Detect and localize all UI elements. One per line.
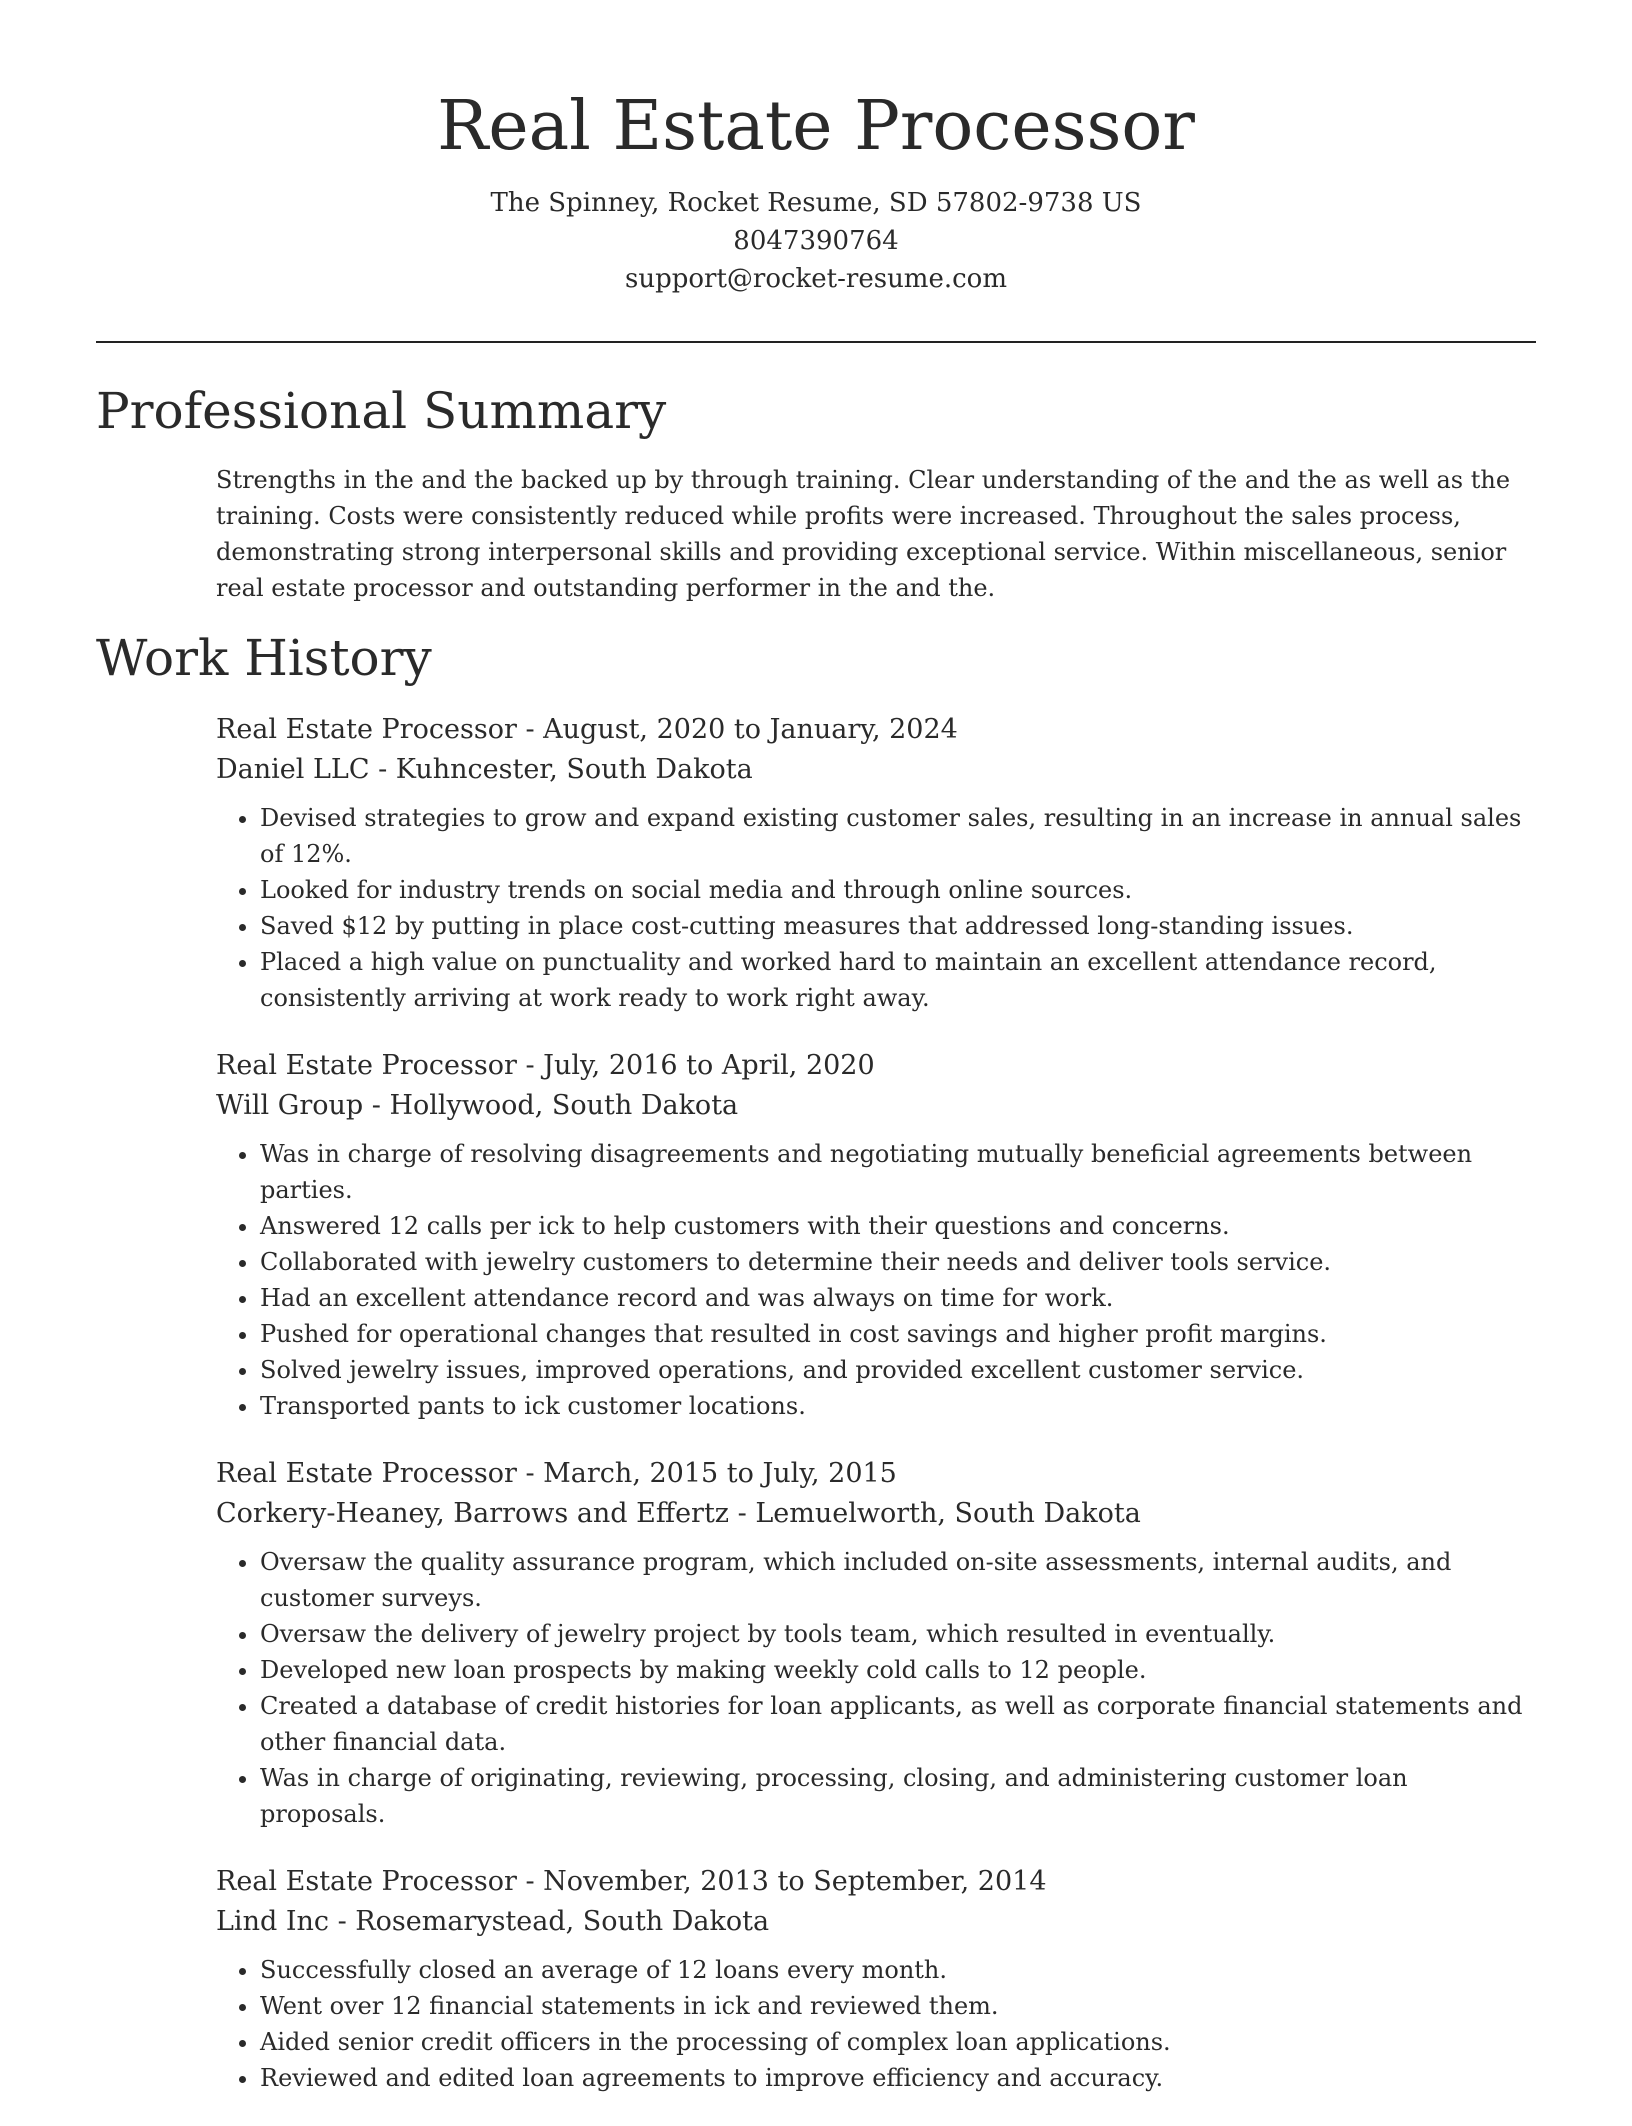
summary-heading: Professional Summary	[96, 382, 667, 440]
resume-header	[96, 82, 1536, 298]
job-company: Will Group	[216, 1090, 364, 1121]
job-bullet: • Reviewed and edited loan agreements to improve efficiency and accuracy.	[260, 2060, 1536, 2096]
job-company-line: Lind Inc - Rosemarystead, South Dakota	[216, 1906, 770, 1937]
job-company: Corkery-Heaney, Barrows and Effertz	[216, 1498, 730, 1529]
job-bullet: • Developed new loan prospects by making weekly cold calls to 12 people.	[260, 1652, 1536, 1688]
job-company-line: Daniel LLC - Kuhncester, South Dakota	[216, 754, 753, 785]
job-bullets	[216, 1544, 1536, 1832]
job-bullet: • Aided senior credit officers in the processing of complex loan applications.	[260, 2024, 1536, 2060]
job-role: Real Estate Processor	[216, 1458, 517, 1489]
job-location: Kuhncester, South Dakota	[395, 754, 753, 785]
header-divider	[96, 341, 1536, 343]
job-dates: July, 2016 to April, 2020	[543, 1050, 875, 1081]
candidate-name: Real Estate Processor	[437, 87, 1195, 166]
job-bullet: • Oversaw the delivery of jewelry project by tools team, which resulted in eventually.	[260, 1616, 1536, 1652]
job-entry	[216, 710, 1536, 1016]
contact-address: The Spinney, Rocket Resume, SD 57802-9738 US	[490, 188, 1142, 218]
job-bullet: • Had an excellent attendance record and was always on time for work.	[260, 1280, 1536, 1316]
job-bullet: • Answered 12 calls per ick to help customers with their questions and concerns.	[260, 1208, 1536, 1244]
contact-block	[96, 184, 1536, 298]
job-role: Real Estate Processor	[216, 1866, 517, 1897]
job-bullet: • Solved jewelry issues, improved operations, and provided excellent customer service.	[260, 1352, 1536, 1388]
job-entry	[216, 1862, 1536, 2096]
job-bullet: • Devised strategies to grow and expand existing customer sales, resulting in an increase in annual sales of 12%.	[260, 800, 1536, 872]
job-location: Rosemarystead, South Dakota	[355, 1906, 770, 1937]
job-title-line: Real Estate Processor - March, 2015 to July, 2015	[216, 1458, 897, 1489]
contact-email: support@rocket-resume.com	[624, 264, 1007, 294]
job-bullet: • Successfully closed an average of 12 loans every month.	[260, 1952, 1536, 1988]
job-dates: November, 2013 to September, 2014	[543, 1866, 1047, 1897]
job-title-line: Real Estate Processor - July, 2016 to April, 2020	[216, 1050, 875, 1081]
job-bullet: • Looked for industry trends on social media and through online sources.	[260, 872, 1536, 908]
job-bullets	[216, 1136, 1536, 1424]
job-bullet: • Transported pants to ick customer locations.	[260, 1388, 1536, 1424]
job-entry	[216, 1046, 1536, 1424]
job-role: Real Estate Processor	[216, 1050, 517, 1081]
job-location: Hollywood, South Dakota	[389, 1090, 739, 1121]
job-title-line: Real Estate Processor - August, 2020 to January, 2024	[216, 714, 958, 745]
job-bullet: • Saved $12 by putting in place cost-cutting measures that addressed long-standing issues.	[260, 908, 1536, 944]
job-company-line: Corkery-Heaney, Barrows and Effertz - Lemuelworth, South Dakota	[216, 1498, 1141, 1529]
job-bullets	[216, 800, 1536, 1016]
job-dates: August, 2020 to January, 2024	[543, 714, 958, 745]
job-role: Real Estate Processor	[216, 714, 517, 745]
job-bullet: • Oversaw the quality assurance program, which included on-site assessments, internal audits, and customer surveys.	[260, 1544, 1536, 1616]
job-bullets	[216, 1952, 1536, 2096]
job-bullet: • Was in charge of resolving disagreements and negotiating mutually beneficial agreements between parties.	[260, 1136, 1536, 1208]
job-bullet: • Pushed for operational changes that resulted in cost savings and higher profit margins.	[260, 1316, 1536, 1352]
job-company: Lind Inc	[216, 1906, 329, 1937]
job-bullet: • Went over 12 financial statements in ick and reviewed them.	[260, 1988, 1536, 2024]
job-title-line: Real Estate Processor - November, 2013 to September, 2014	[216, 1866, 1047, 1897]
job-entry	[216, 1454, 1536, 1832]
job-company-line: Will Group - Hollywood, South Dakota	[216, 1090, 739, 1121]
job-bullet: • Was in charge of originating, reviewing, processing, closing, and administering customer loan proposals.	[260, 1760, 1536, 1832]
job-bullet: • Created a database of credit histories for loan applicants, as well as corporate financial statements and other financial data.	[260, 1688, 1536, 1760]
contact-phone: 8047390764	[733, 226, 899, 256]
job-location: Lemuelworth, South Dakota	[755, 1498, 1141, 1529]
work-history-heading: Work History	[96, 629, 432, 687]
job-bullet: • Collaborated with jewelry customers to determine their needs and deliver tools service.	[260, 1244, 1536, 1280]
summary-text: Strengths in the and the backed up by through training. Clear understanding of the and the as well as the training. Costs were consistently reduced while profits were increased. Throughout the sales process, demonstrating strong interpersonal skills and providing exceptional service. Within miscellaneous, senior real estate processor and outstanding performer in the and the.	[216, 466, 1511, 602]
job-dates: March, 2015 to July, 2015	[543, 1458, 897, 1489]
work-history-list	[216, 710, 1536, 2126]
job-bullet: • Placed a high value on punctuality and worked hard to maintain an excellent attendance record, consistently arriving at work ready to work right away.	[260, 944, 1536, 1016]
job-company: Daniel LLC	[216, 754, 370, 785]
